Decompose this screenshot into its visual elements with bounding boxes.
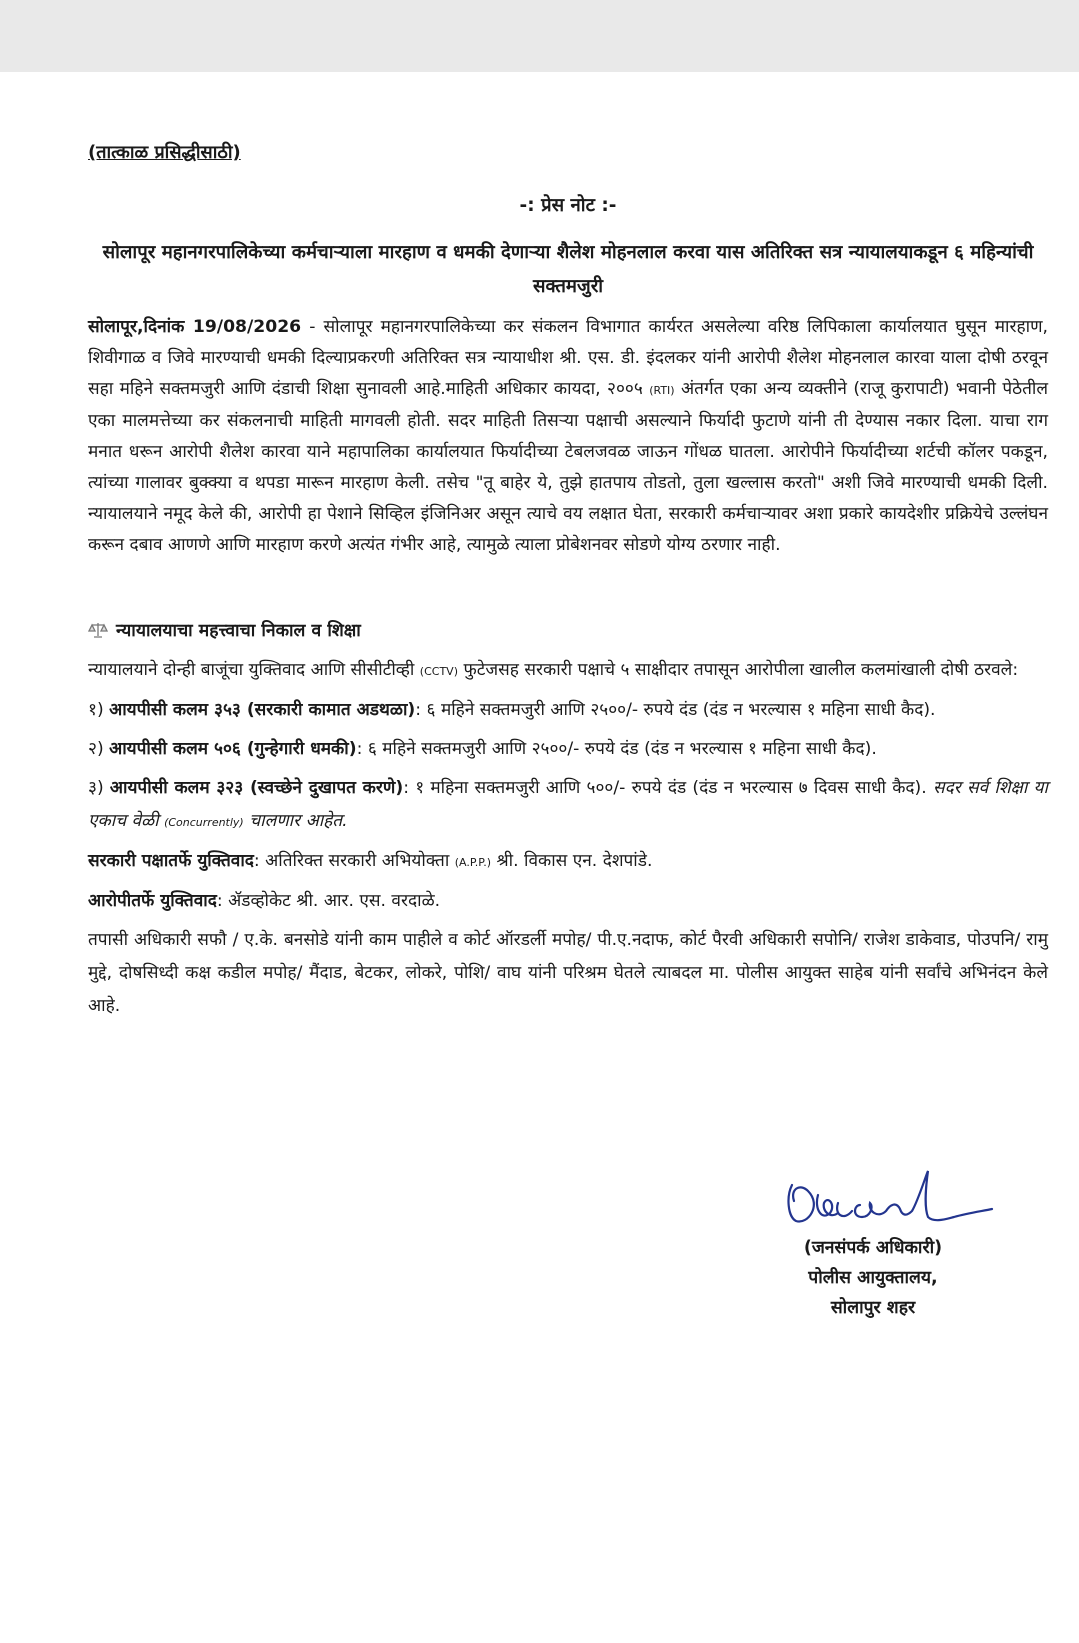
app-label: (A.P.P.) [454, 856, 491, 869]
concurrent-text-1: सदर सर्व शिक्षा या एकाच वेळी [88, 778, 1048, 831]
item-number: ३) [88, 778, 110, 798]
rti-label: (RTI) [649, 384, 675, 397]
verdict-section-heading [88, 618, 361, 642]
prosecution-label: सरकारी पक्षातर्फे युक्तिवाद [88, 851, 254, 871]
charge-text: : ६ महिने सक्तमजुरी आणि २५००/- रुपये दंड (दंड न भरल्यास १ महिना साधी कैद). [415, 700, 936, 720]
charge-title: आयपीसी कलम ५०६ (गुन्हेगारी धमकी) [109, 739, 357, 759]
para1-text-1: - सोलापूर महानगरपालिकेच्या कर संकलन विभागात कार्यरत असलेल्या वरिष्ठ लिपिकाला कार्यालयात घुसून मारहाण, शिवीगाळ व जिवे मारण्याची धमकी दिल्याप्रकरणी अतिरिक्त सत्र न्यायाधीश श्री. एस. डी. इंदलकर यांनी आरोपी शैलेश मोहनलाल कारवा याला दोषी ठरवून सहा महिने सक्तमजुरी आणि दंडाची शिक्षा सुनावली आहे.माहिती अधिकार कायदा, २००५ [88, 317, 1048, 399]
cctv-label: (CCTV) [419, 665, 458, 678]
signatory-title: (जनसंपर्क अधिकारी) [803, 1238, 943, 1258]
immediate-publication-label: (तात्काळ प्रसिद्धीसाठी) [88, 142, 241, 163]
prosecution-text-2: श्री. विकास एन. देशपांडे. [491, 851, 653, 871]
item-number: २) [88, 739, 110, 759]
defense-text: : ॲडव्होकेट श्री. आर. एस. वरदाळे. [216, 891, 441, 911]
prosecution-line [88, 845, 1048, 879]
charge-item-2 [88, 733, 1048, 766]
prosecution-text-1: : अतिरिक्त सरकारी अभियोक्ता [253, 851, 455, 871]
verdict-body [88, 654, 1048, 1029]
dateline: सोलापूर,दिनांक 19/08/2026 [88, 317, 302, 337]
charge-text: : ६ महिने सक्तमजुरी आणि २५००/- रुपये दंड (दंड न भरल्यास १ महिना साधी कैद). [356, 739, 877, 759]
charge-item-1 [88, 694, 1048, 727]
signatory-city: सोलापुर शहर [830, 1298, 916, 1318]
press-note-heading: -: प्रेस नोट :- [519, 195, 617, 216]
intro-text-2: फुटेजसह सरकारी पक्षाचे ५ साक्षीदार तपासून आरोपीला खालील कलमांखाली दोषी ठरवले: [458, 660, 1019, 680]
item-number: १) [88, 700, 110, 720]
verdict-intro [88, 654, 1048, 688]
charge-item-3 [88, 772, 1048, 839]
scales-icon [88, 621, 108, 639]
defense-line [88, 885, 1048, 918]
section-title: न्यायालयाचा महत्त्वाचा निकाल व शिक्षा [116, 621, 361, 641]
headline: सोलापूर महानगरपालिकेच्या कर्मचाऱ्याला मारहाण व धमकी देणाऱ्या शैलेश मोहनलाल करवा यास अतिरिक्त सत्र न्यायालयाकडून ६ महिन्यांची सक्तमजुरी [102, 242, 1034, 297]
main-paragraph [88, 312, 1048, 561]
charge-title: आयपीसी कलम ३५३ (सरकारी कामात अडथळा) [109, 700, 416, 720]
signatory-office: पोलीस आयुक्तालय, [808, 1268, 938, 1288]
intro-text-1: न्यायालयाने दोन्ही बाजूंचा युक्तिवाद आणि सीसीटीव्ही [88, 660, 420, 680]
para1-text-2: अंतर्गत एका अन्य व्यक्तीने (राजू कुरापाटी) भवानी पेठेतील एका मालमत्तेच्या कर संकलनाची माहिती मागवली होती. सदर माहिती तिसऱ्या पक्षाची असल्याने फिर्यादी फुटाणे यांनी ती देण्यास नकार दिला. याचा राग मनात धरून आरोपी शैलेश कारवा याने महापालिका कार्यालयात फिर्यादीच्या टेबलजवळ जाऊन गोंधळ घातला. आरोपीने फिर्यादीच्या शर्टची कॉलर पकडून, त्यांच्या गालावर बुक्क्या व थपडा मारून मारहाण केली. तसेच "तू बाहेर ये, तुझे हातपाय तोडतो, तुला खल्लास करतो" अशी जिवे मारण्याची धमकी दिली. न्यायालयाने नमूद केले की, आरोपी हा पेशाने सिव्हिल इंजिनिअर असून त्याचे वय लक्षात घेता, सरकारी कर्मचाऱ्यावर अशा प्रकारे कायदेशीर प्रक्रियेचे उल्लंघन करून दबाव आणणे आणि मारहाण करणे अत्यंत गंभीर आहे, त्यामुळे त्याला प्रोबेशनवर सोडणे योग्य ठरणार नाही. [88, 379, 1048, 555]
concurrent-text-2: चालणार आहेत. [243, 811, 348, 831]
handwritten-signature [778, 1165, 998, 1235]
concurrently-label: (Concurrently) [164, 816, 244, 829]
signatory-block [778, 1233, 968, 1323]
closing-paragraph: तपासी अधिकारी सफौ / ए.के. बनसोडे यांनी काम पाहीले व कोर्ट ऑरडर्ली मपोह/ पी.ए.नदाफ, कोर्ट पैरवी अधिकारी सपोनि/ राजेश डाकेवाड, पोउपनि/ रामु मुद्दे, दोषसिध्दी कक्ष कडील मपोह/ मैंदाड, बेटकर, लोकरे, पोशि/ वाघ यांनी परिश्रम घेतले त्याबदल मा. पोलीस आयुक्त साहेब यांनी सर्वांचे अभिनंदन केले आहे. [88, 930, 1048, 1016]
defense-label: आरोपीतर्फे युक्तिवाद [88, 891, 217, 911]
top-bar [0, 0, 1079, 72]
charge-text: : १ महिना सक्तमजुरी आणि ५००/- रुपये दंड (दंड न भरल्यास ७ दिवस साधी कैद). [403, 778, 933, 798]
charge-title: आयपीसी कलम ३२३ (स्वच्छेने दुखापत करणे) [109, 778, 404, 798]
